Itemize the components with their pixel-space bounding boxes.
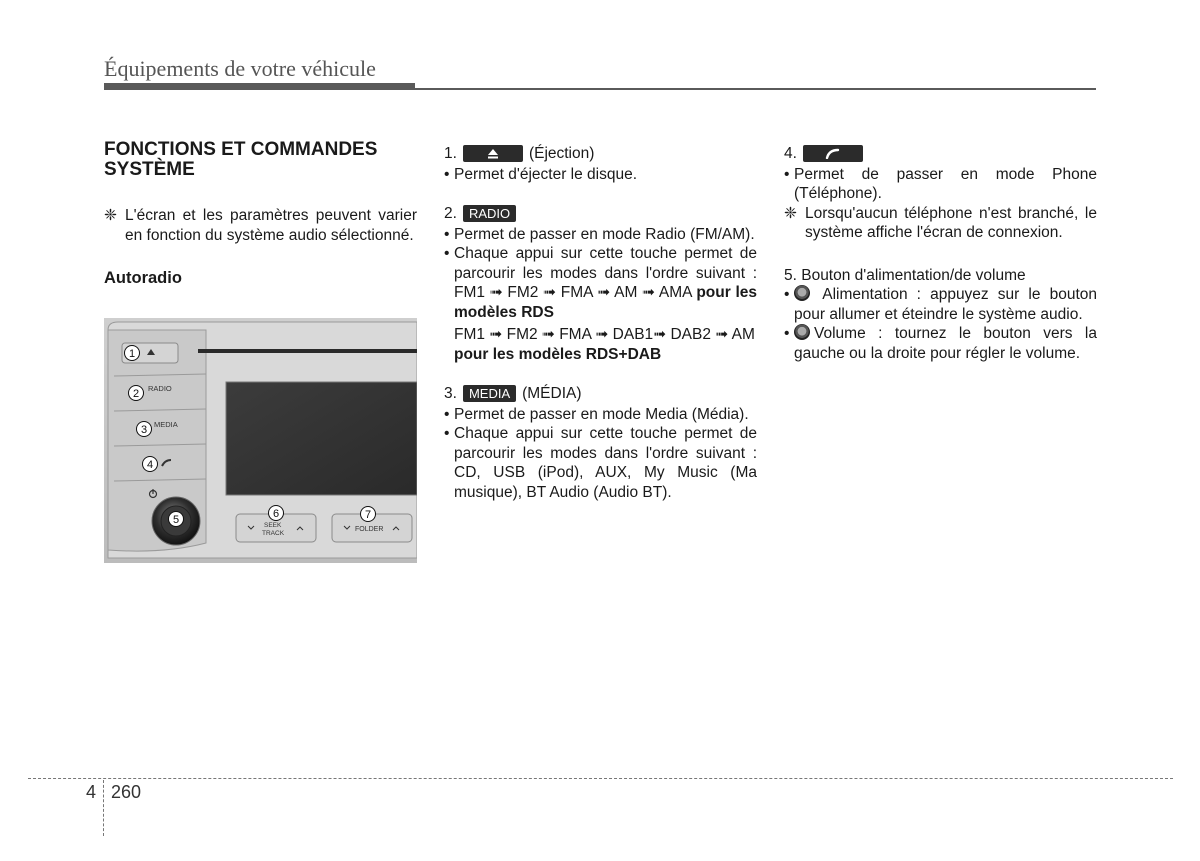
callout-4: 4: [146, 459, 154, 471]
column-1: [104, 140, 417, 299]
item-2-head: 2. RADIO: [444, 204, 757, 224]
note-star-icon: ❈: [104, 207, 117, 224]
eject-icon: [487, 149, 499, 159]
item-3-head: 3. MEDIA (MÉDIA): [444, 385, 582, 402]
callout-1: 1: [128, 348, 136, 360]
page-number: 260: [111, 782, 142, 802]
callout-6: 6: [272, 508, 280, 520]
column-2: [444, 144, 757, 502]
header-bar-thin: [415, 88, 1096, 90]
item-1-head: 1. (Éjection): [444, 145, 595, 162]
radio-figure: [104, 318, 417, 563]
media-pill: MEDIA: [463, 385, 516, 402]
item-1-bullet: • Permet d'éjecter le disque.: [444, 165, 638, 183]
item-2-bullet-1: • Permet de passer en mode Radio (FM/AM).: [444, 225, 755, 243]
item-5-title: 5. Bouton d'alimentation/de volume: [784, 266, 1026, 284]
phone-icon: [825, 148, 841, 159]
seek-label: SEEK: [264, 522, 282, 529]
knob-icon: [794, 324, 810, 340]
header-bar-dark: [104, 83, 415, 90]
media-button-label: MEDIA: [154, 420, 178, 429]
radio-illustration: [104, 318, 417, 563]
folder-label: FOLDER: [355, 526, 384, 533]
phone-button-pill: [803, 145, 863, 162]
screen-note: ❈ L'écran et les paramètres peuvent varier en fonction du système audio sélectionné.: [104, 207, 417, 244]
callout-3: 3: [140, 424, 148, 436]
footer-vertical-divider: [103, 780, 104, 836]
page-header-title: Équipements de votre véhicule: [104, 56, 376, 81]
item-5-bullet-2: • Volume : tournez le bouton vers la gauche ou la droite pour régler le volume.: [784, 325, 1097, 362]
note-star-icon: ❈: [784, 204, 797, 222]
item-3-bullet-1: • Permet de passer en mode Media (Média).: [444, 405, 749, 423]
footer-divider: [28, 778, 1173, 779]
subheading-autoradio: Autoradio: [104, 269, 182, 287]
item-4-head: 4.: [784, 144, 1097, 164]
radio-pill: RADIO: [463, 205, 516, 222]
chapter-number: 4: [86, 782, 97, 802]
item-4-note: ❈ Lorsqu'aucun téléphone n'est branché, le système affiche l'écran de connexion.: [784, 204, 1097, 241]
callout-5: 5: [172, 514, 180, 526]
track-label: TRACK: [262, 530, 285, 537]
radio-button-label: RADIO: [148, 384, 172, 393]
item-5-bullet-1: • Alimentation : appuyez sur le bouton pour allumer et éteindre le système audio.: [784, 286, 1098, 323]
section-title: FONCTIONS ET COMMANDES SYSTÈME: [104, 139, 378, 180]
knob-icon: [794, 285, 810, 301]
callout-7: 7: [364, 509, 372, 521]
column-3: [784, 144, 1097, 363]
item-2-bullet-2: • Chaque appui sur cette touche permet de parcourir les modes dans l'ordre suivant : FM1 ➟ FM2 ➟ FMA ➟ AM ➟ AMA pour les modèles RDS: [444, 245, 758, 321]
item-3-bullet-2: • Chaque appui sur cette touche permet de parcourir les modes dans l'ordre suivant : CD, USB (iPod), AUX, My Music (Ma musique), BT Audio (Audio BT).: [444, 425, 757, 501]
item-2-sequence-2: FM1 ➟ FM2 ➟ FMA ➟ DAB1➟ DAB2 ➟ AM pour les modèles RDS+DAB: [454, 326, 755, 363]
eject-button-pill: [463, 145, 523, 162]
callout-2: 2: [132, 388, 140, 400]
item-4-bullet: • Permet de passer en mode Phone (Téléphone).: [784, 165, 1097, 202]
